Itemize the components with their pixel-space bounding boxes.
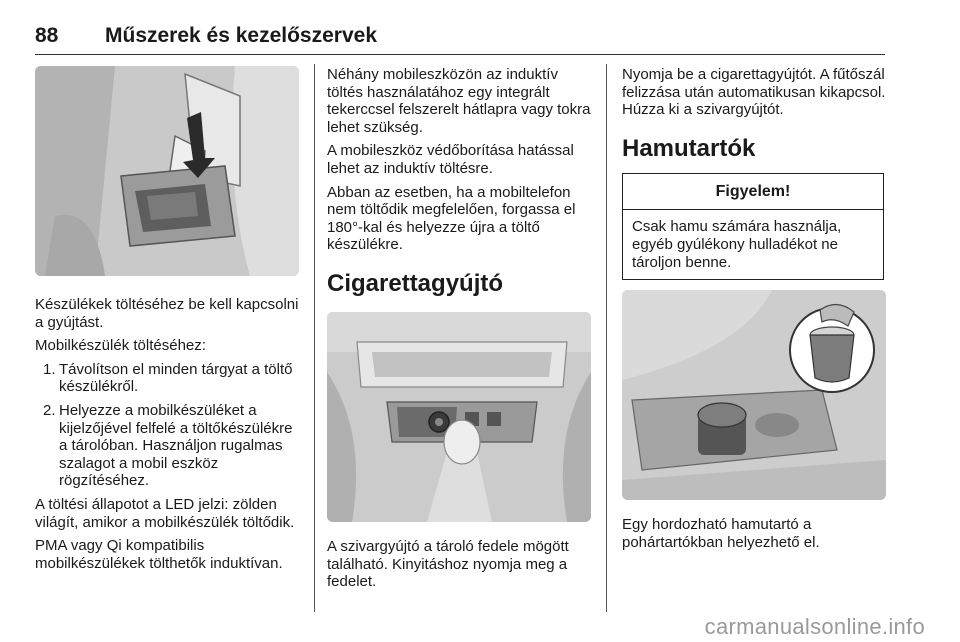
step-text: Távolítson el minden tárgyat a töltő készülékről. bbox=[59, 360, 293, 396]
charging-intro: Mobilkészülék töltéséhez: bbox=[35, 337, 206, 355]
charging-steps bbox=[35, 361, 303, 490]
step-number: 1. bbox=[43, 360, 56, 378]
step-number: 2. bbox=[43, 401, 56, 419]
rotate-phone-note: Abban az esetben, ha a mobiltelefon nem töltődik megfelelően, forgassa el 180°-kal és helyezze újra a töltő készülékre. bbox=[327, 183, 576, 254]
cigarette-lighter-heading: Cigarettagyújtó bbox=[327, 269, 504, 297]
portable-ashtray-note: Egy hordozható hamutartó a pohártartókban helyezhető el. bbox=[622, 516, 820, 551]
column-3 bbox=[622, 66, 888, 557]
lighter-instructions: Nyomja be a cigarettagyújtót. A fűtőszál felizzása után automatikusan kikapcsol. Húzza ki a szivargyújtót. bbox=[622, 66, 886, 119]
inductive-case-note: Néhány mobileszközön az induktív töltés használatához egy integrált tekerccsel felszerelt hátlapra vagy tokra lehet szükség. bbox=[327, 66, 591, 136]
cigarette-lighter-illustration bbox=[327, 312, 591, 522]
compatibility-note: PMA vagy Qi kompatibilis mobilkészülékek tölthetők induktívan. bbox=[35, 537, 283, 572]
protective-cover-note: A mobileszköz védőborítása hatással lehet az induktív töltésre. bbox=[327, 142, 574, 177]
column-1 bbox=[35, 66, 303, 578]
step-text: Helyezze a mobilkészüléket a kijelzőjével felfelé a töltőkészülékre a tárolóban. Használjon rugalmas szalagot a mobil eszköz rögzítéséhez. bbox=[59, 401, 293, 490]
page-header bbox=[35, 24, 885, 54]
ashtray-illustration bbox=[622, 290, 886, 500]
column-divider-2 bbox=[606, 64, 607, 612]
led-status-note: A töltési állapotot a LED jelzi: zölden világít, amikor a mobilkészülék töltődik. bbox=[35, 495, 295, 531]
column-divider-1 bbox=[314, 64, 315, 612]
page-number: 88 bbox=[35, 24, 59, 47]
warning-title: Figyelem! bbox=[623, 174, 883, 211]
charging-ignition-note: Készülékek töltéséhez be kell kapcsolni a gyújtást. bbox=[35, 296, 299, 331]
warning-box bbox=[622, 173, 884, 280]
list-item bbox=[35, 361, 303, 396]
column-2 bbox=[327, 66, 595, 597]
page-title: Műszerek és kezelőszervek bbox=[105, 24, 378, 47]
ashtrays-heading: Hamutartók bbox=[622, 134, 756, 162]
list-item bbox=[35, 402, 303, 490]
watermark: carmanualsonline.info bbox=[704, 614, 925, 639]
wireless-charger-illustration bbox=[35, 66, 299, 276]
header-rule bbox=[35, 54, 885, 55]
cigarette-lighter-location: A szivargyújtó a tároló fedele mögött található. Kinyitáshoz nyomja meg a fedelet. bbox=[327, 537, 569, 591]
warning-text: Csak hamu számára használja, egyéb gyúlékony hulladékot ne tároljon benne. bbox=[632, 218, 842, 271]
